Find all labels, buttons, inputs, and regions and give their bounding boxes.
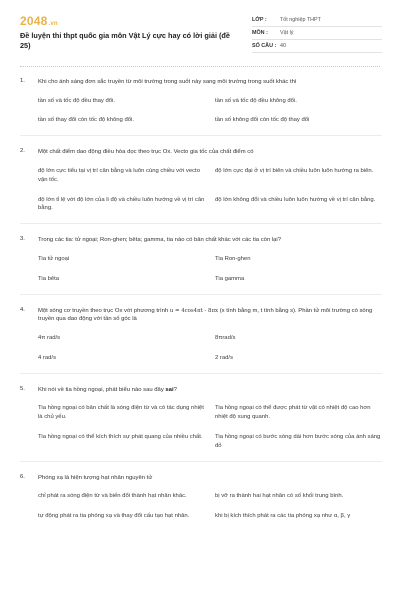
answer-option[interactable]: 8πrad/s <box>215 334 236 341</box>
answer-options <box>38 97 382 126</box>
answer-option[interactable]: 4π rad/s <box>38 334 61 341</box>
question-number: 5. <box>20 385 25 392</box>
question-number: 3. <box>20 236 25 243</box>
question-list <box>20 78 382 521</box>
question-number: 4. <box>20 306 25 313</box>
answer-option[interactable]: độ lớn tỉ lệ với độ lớn của li độ và chiều luôn hướng về vị trí cân bằng. <box>38 196 205 212</box>
answer-option[interactable]: độ lớn không đổi và chiều luôn luôn hướng về vị trí cân bằng. <box>215 196 376 203</box>
answer-option[interactable]: Tia hồng ngoại có bản chất là sóng điện từ và có tác dụng nhiệt là chủ yếu. <box>38 405 204 421</box>
answer-option[interactable]: tần số thay đổi còn tốc độ không đổi. <box>38 117 134 124</box>
question-6 <box>20 474 382 521</box>
answer-option[interactable]: độ lớn cực tiểu tại vị trí cân bằng và luôn cùng chiều với vecto vận tốc. <box>38 167 200 183</box>
question-3 <box>20 236 382 283</box>
answer-option[interactable]: Tia gamma <box>215 275 245 282</box>
meta-row-count: SỐ CÂU : 40 <box>252 40 382 53</box>
answer-option[interactable]: tự động phát ra tia phóng xạ và thay đổi cấu tạo hạt nhân. <box>38 513 190 520</box>
emphasis-sai: sai <box>165 386 174 393</box>
answer-option[interactable]: Tia bêta <box>38 275 60 282</box>
question-number: 6. <box>20 473 25 480</box>
question-number: 2. <box>20 148 25 155</box>
answer-option[interactable]: Tia hồng ngoại có bước sóng dài hơn bước sóng của ánh sáng đỏ <box>215 433 381 449</box>
meta-row-class: LỚP : Tốt nghiệp THPT <box>252 14 382 27</box>
meta-table <box>252 14 382 53</box>
answer-options <box>38 167 382 213</box>
question-divider <box>20 294 382 295</box>
answer-option[interactable]: chỉ phát ra sóng điện từ và biến đổi thành hạt nhân khác. <box>38 493 187 500</box>
answer-option[interactable]: tần số không đổi còn tốc độ thay đổi <box>215 117 310 124</box>
question-1 <box>20 78 382 125</box>
answer-option[interactable]: bị vỡ ra thành hai hạt nhân có số khối trung bình. <box>215 493 344 500</box>
header-divider <box>20 66 380 67</box>
question-text: Trong các tia: tử ngoại; Ron-ghen; bêta; gamma, tia nào có bản chất khác với các tia còn lại? <box>38 237 282 244</box>
meta-row-subject: MÔN : Vật lý <box>252 27 382 40</box>
wave-equation: u = 4cos4πt - 8πx <box>169 307 219 314</box>
answer-option[interactable]: khi bị kích thích phát ra các tia phóng xạ như α, β, γ <box>215 513 351 520</box>
question-divider <box>20 223 382 224</box>
answer-option[interactable]: tần số và tốc độ đều không đổi. <box>215 97 297 104</box>
question-divider <box>20 461 382 462</box>
answer-option[interactable]: Tia hồng ngoại có thể kích thích sự phát quang của nhiều chất. <box>38 433 203 440</box>
answer-option[interactable]: Tia tử ngoại <box>38 255 70 262</box>
question-4 <box>20 307 382 363</box>
answer-options <box>38 255 382 284</box>
question-text: Một sóng cơ truyền theo trục Ox với phương trình u = 4cos4πt - 8πx (x tính bằng m, t tính bằng s). Phần tử môi trường có sóng truyền qua dao động với tần số góc là <box>38 307 373 323</box>
document-header <box>20 14 382 58</box>
question-text: Phóng xạ là hiện tượng hạt nhân nguyên tử <box>38 474 153 481</box>
answer-option[interactable]: Tia Ron-ghen <box>215 255 251 262</box>
answer-option[interactable]: 2 rad/s <box>215 354 234 361</box>
answer-option[interactable]: 4 rad/s <box>38 354 57 361</box>
question-text: Khi nói về tia hồng ngoại, phát biểu nào sau đây sai? <box>38 386 177 393</box>
question-number: 1. <box>20 78 25 84</box>
answer-option[interactable]: tần số và tốc độ đều thay đổi. <box>38 97 115 104</box>
question-divider <box>20 373 382 374</box>
brand-logo[interactable]: 2048.vn <box>20 14 58 28</box>
page-title: Đề luyện thi thpt quốc gia môn Vật Lý cực hay có lời giải (đề 25) <box>20 31 230 50</box>
answer-options <box>38 404 382 450</box>
question-5 <box>20 386 382 451</box>
question-divider <box>20 135 382 136</box>
question-2 <box>20 148 382 213</box>
answer-option[interactable]: độ lớn cực đại ở vị trí biên và chiều luôn luôn hướng ra biên. <box>215 167 374 174</box>
answer-options <box>38 334 382 363</box>
question-text: Một chất điểm dao động điều hòa dọc theo trục Ox. Vecto gia tốc của chất điểm có <box>38 149 254 156</box>
answer-options <box>38 492 382 521</box>
answer-option[interactable]: Tia hồng ngoại có thể được phát từ vật có nhiệt độ cao hơn nhiệt độ xung quanh. <box>215 405 371 421</box>
question-text: Khi cho ánh sáng đơn sắc truyền từ môi trường trong suốt này sang môi trường trong suốt khác thì <box>38 79 297 85</box>
